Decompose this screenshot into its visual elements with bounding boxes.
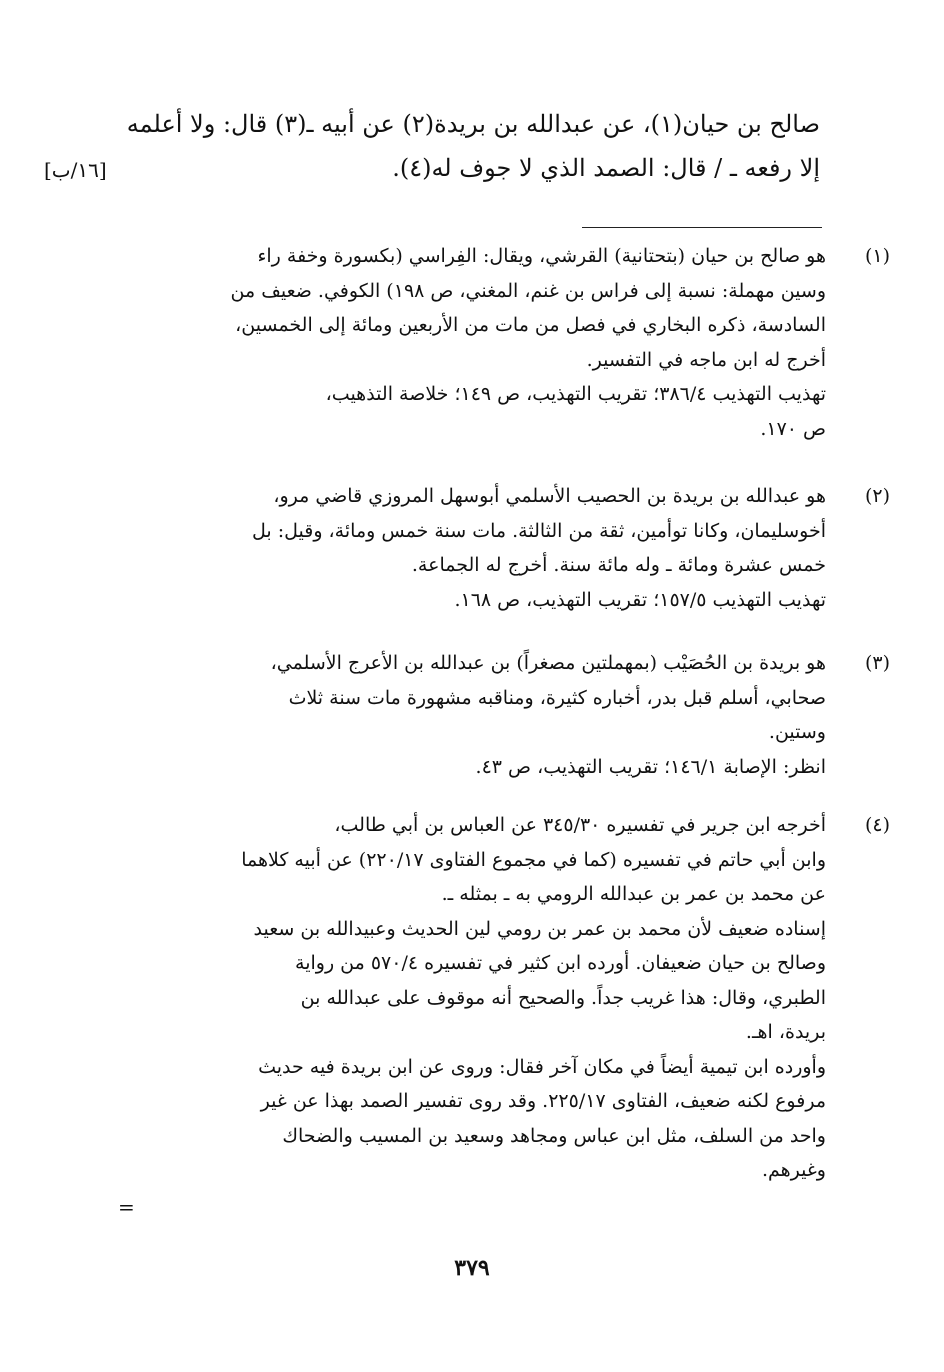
footnote-line: خمس عشرة ومائة ـ وله مائة سنة. أخرج له الجماعة. — [411, 554, 826, 576]
footnote-number: (٤) — [864, 814, 890, 836]
footnote-line: تهذيب التهذيب ٣٨٦/٤؛ تقريب التهذيب، ص ١٤٩؛ خلاصة التذهيب، — [325, 383, 826, 405]
footnote-line: هو بريدة بن الحُصَيْب (بمهملتين مصغراً) بن عبدالله بن الأعرج الأسلمي، — [270, 652, 826, 674]
manuscript-folio-reference: [١٦/ب] — [44, 158, 107, 182]
footnote-number: (١) — [864, 245, 890, 267]
footnote-line: أخرجه ابن جرير في تفسيره ٣٤٥/٣٠ عن العباس بن أبي طالب، — [334, 814, 826, 836]
footnote-line: إسناده ضعيف لأن محمد بن عمر بن رومي لين الحديث وعبيدالله بن سعيد — [253, 917, 826, 940]
continuation-mark: = — [118, 1195, 135, 1219]
footnote-number: (٣) — [864, 652, 890, 674]
footnote-line: هو صالح بن حيان (بتحتانية) القرشي، ويقال: الفِراسي (بكسورة وخفة راء — [257, 245, 826, 267]
footnote-line: ص ١٧٠. — [760, 417, 826, 440]
footnote-line: وصالح بن حيان ضعيفان. أورده ابن كثير في تفسيره ٥٧٠/٤ من رواية — [295, 952, 826, 974]
footnote-line: وغيرهم. — [761, 1159, 826, 1181]
footnote-line: صحابي، أسلم قبل بدر، أخباره كثيرة، ومناقبه مشهورة مات سنة ثلاث — [288, 686, 826, 709]
footnote-line: هو عبدالله بن بريدة بن الحصيب الأسلمي أبوسهل المروزي قاضي مرو، — [273, 485, 826, 507]
footnote-line: واحد من السلف، مثل ابن عباس ومجاهد وسعيد بن المسيب والضحاك — [282, 1124, 826, 1147]
footnote-3 — [130, 646, 890, 784]
main-text-line-1: صالح بن حيان(١)، عن عبدالله بن بريدة(٢) عن أبيه ـ(٣) قال: ولا أعلمه — [126, 110, 820, 138]
footnote-2 — [130, 479, 890, 617]
footnote-line: أخرج له ابن ماجه في التفسير. — [586, 348, 826, 371]
footnote-line: وأورده ابن تيمية أيضاً في مكان آخر فقال: وروى عن ابن بريدة فيه حديث — [258, 1055, 826, 1078]
page-number: ٣٧٩ — [454, 1255, 490, 1281]
footnote-line: أخوسليمان، وكانا توأمين، ثقة من الثالثة. مات سنة خمس ومائة، وقيل: بل — [252, 519, 826, 542]
footnote-1 — [130, 239, 890, 446]
footnote-line: تهذيب التهذيب ١٥٧/٥؛ تقريب التهذيب، ص ١٦٨. — [454, 588, 826, 611]
footnote-line: بريدة، اهـ. — [745, 1021, 826, 1043]
footnote-line: وابن أبي حاتم في تفسيره (كما في مجموع الفتاوى ٢٢٠/١٧) عن أبيه كلاهما — [241, 848, 826, 871]
footnote-line: مرفوع لكنه ضعيف، الفتاوى ٢٢٥/١٧. وقد روى تفسير الصمد بهذا عن غير — [260, 1090, 826, 1112]
footnote-separator — [582, 227, 822, 228]
footnote-line: انظر: الإصابة ١٤٦/١؛ تقريب التهذيب، ص ٤٣. — [475, 755, 826, 778]
footnote-line: وستين. — [768, 721, 826, 743]
footnote-4 — [130, 808, 890, 1188]
footnote-line: وسين مهملة: نسبة إلى فراس بن غنم، المغني، ص ١٩٨) الكوفي. ضعيف من — [230, 279, 826, 302]
footnote-line: السادسة، ذكره البخاري في فصل من مات من الأربعين ومائة إلى الخمسين، — [235, 314, 826, 336]
footnote-number: (٢) — [864, 485, 890, 507]
footnote-line: الطبري، وقال: هذا غريب جداً. والصحيح أنه موقوف على عبدالله بن — [300, 986, 826, 1009]
main-text-line-2: إلا رفعه ـ / قال: الصمد الذي لا جوف له(٤). — [392, 154, 820, 182]
footnote-line: عن محمد بن عمر بن عبدالله الرومي به ـ بمثله ـ. — [441, 883, 826, 905]
